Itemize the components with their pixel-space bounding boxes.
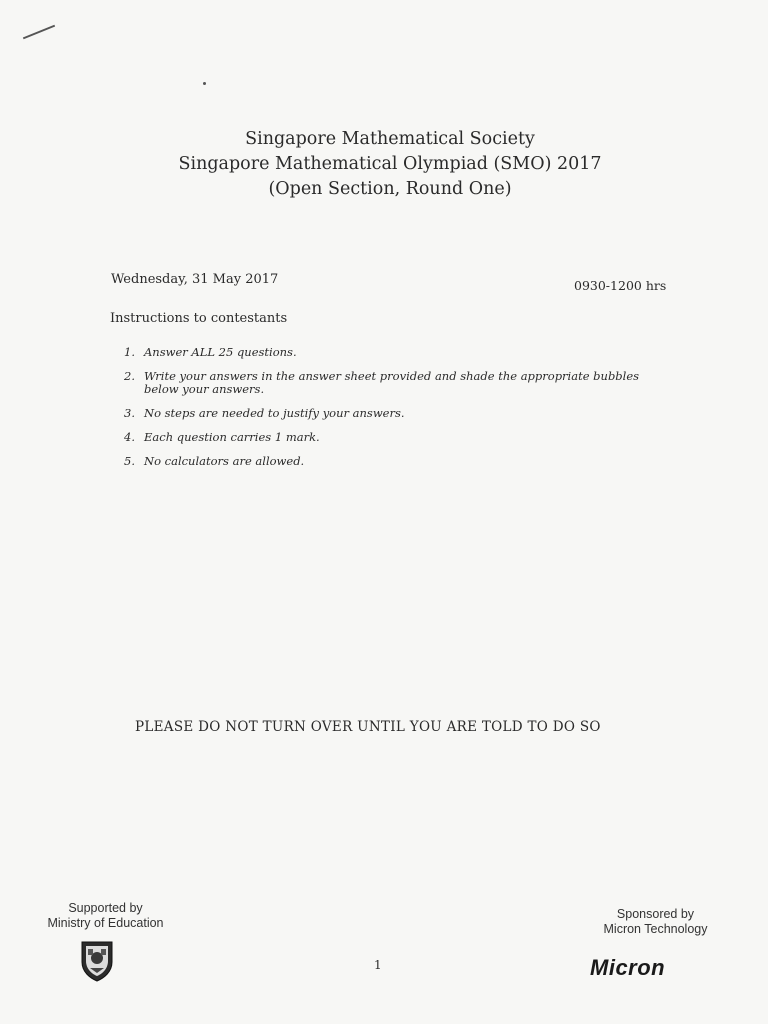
exam-date: Wednesday, 31 May 2017 (111, 272, 279, 287)
instruction-number: 1. (124, 345, 135, 359)
ministry-name: Ministry of Education (47, 916, 164, 930)
do-not-turn-warning: PLEASE DO NOT TURN OVER UNTIL YOU ARE TOLD TO DO SO (135, 719, 601, 735)
instruction-item (124, 455, 669, 468)
instruction-item (124, 370, 669, 396)
supported-by-block (38, 901, 173, 931)
moe-crest-icon (80, 940, 114, 986)
sponsor-name: Micron Technology (603, 922, 708, 936)
exam-header (140, 127, 640, 202)
instruction-text: No calculators are allowed. (144, 454, 305, 468)
instruction-text: No steps are needed to justify your answers. (144, 406, 405, 420)
page-number: 1 (374, 958, 382, 972)
instruction-number: 2. (124, 369, 135, 383)
supported-by-label: Supported by (68, 901, 143, 915)
instruction-item (124, 346, 669, 359)
instruction-number: 4. (124, 430, 135, 444)
dot-mark (203, 82, 206, 85)
instruction-number: 5. (124, 454, 135, 468)
instructions-list (124, 346, 669, 479)
instruction-text: Each question carries 1 mark. (144, 430, 320, 444)
instruction-text: Write your answers in the answer sheet provided and shade the appropriate bubbles below your answers. (144, 369, 640, 396)
sponsored-by-label: Sponsored by (616, 907, 695, 921)
exam-time: 0930-1200 hrs (574, 278, 667, 293)
pen-mark (23, 25, 55, 40)
society-name: Singapore Mathematical Society (245, 129, 535, 149)
micron-logo: Micron (590, 955, 666, 980)
instruction-item (124, 431, 669, 444)
instruction-number: 3. (124, 406, 135, 420)
olympiad-title: Singapore Mathematical Olympiad (SMO) 2017 (178, 154, 602, 174)
sponsored-by-block (588, 907, 723, 937)
section-title: (Open Section, Round One) (268, 179, 512, 199)
instructions-title: Instructions to contestants (110, 311, 288, 326)
instruction-text: Answer ALL 25 questions. (144, 345, 297, 359)
instruction-item (124, 407, 669, 420)
